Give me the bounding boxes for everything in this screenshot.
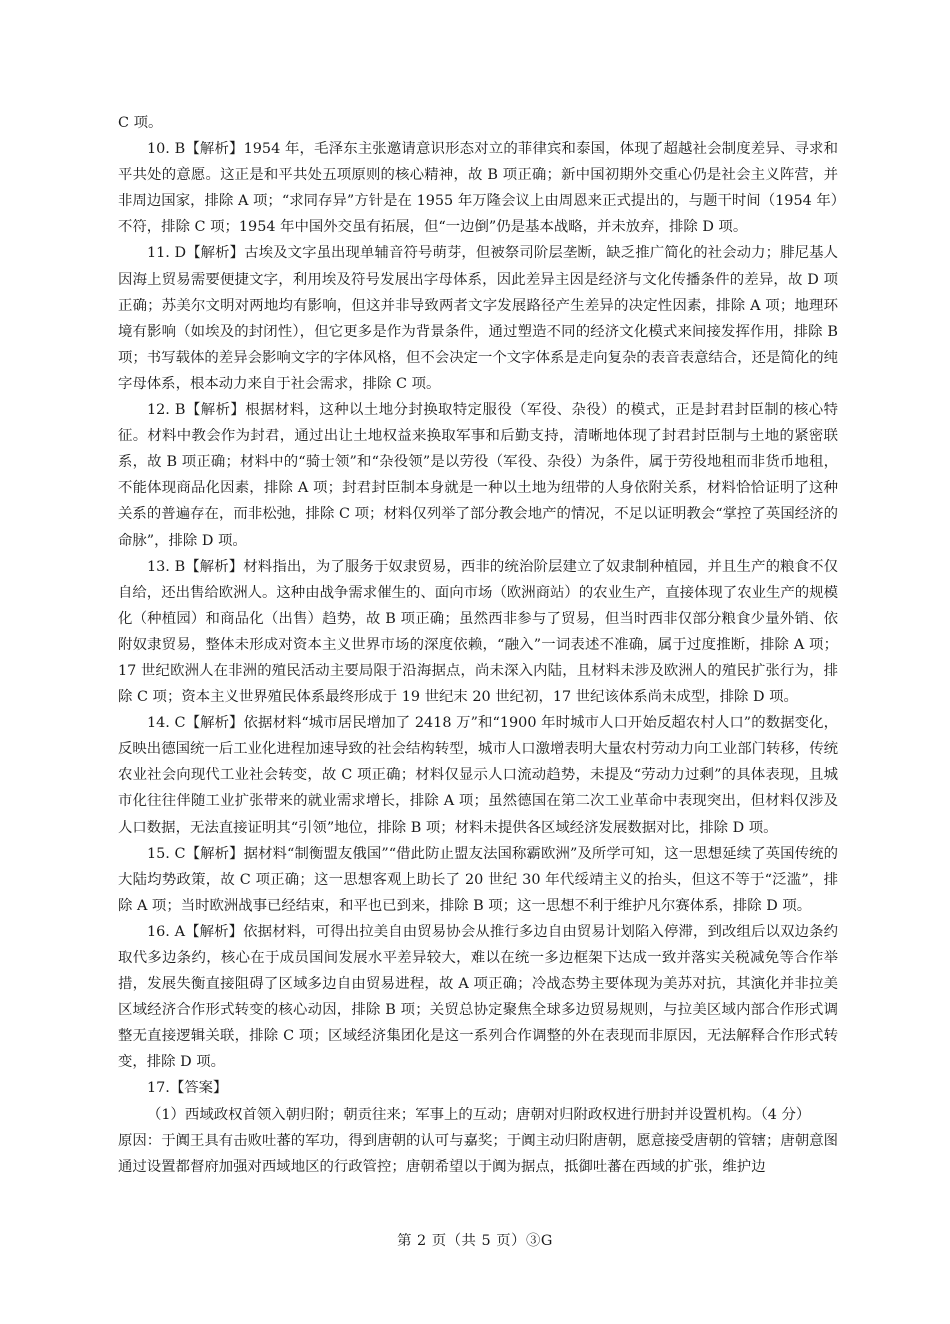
answer-17-heading: 17.【答案】	[147, 1080, 228, 1097]
answer-16: 16. A【解析】依据材料，可得出拉美自由贸易协会从推行多边自由贸易计划陷入停滞，到改组后以双边条约取代多边条约，核心在于成员国间发展水平差异较大，难以在统一多边框架下达成一致并落实关税减免等合作举措，发展失衡直接阻碍了区域多边自由贸易进程，故 A 项正确；冷战态势主要体现为美苏对抗，其演化并非拉美区域经济合作形式转变的核心动因，排除 B 项；关贸总协定聚焦全球多边贸易规则，与拉美区域内部合作形式调整无直接逻辑关联，排除 C 项；区域经济集团化是这一系列合作调整的外在表现而非原因，无法解释合作形式转变，排除 D 项。	[118, 923, 838, 1071]
answer-15: 15. C【解析】据材料“制衡盟友俄国”“借此防止盟友法国称霸欧洲”及所学可知，这一思想延续了英国传统的大陆均势政策，故 C 项正确；这一思想客观上助长了 20 世纪 30 年代绥靖主义的抬头，但这不等于“泛滥”，排除 A 项；当时欧洲战事已经结束，和平也已到来，排除 B 项；这一思想不利于维护凡尔赛体系，排除 D 项。	[118, 845, 838, 914]
answer-14: 14. C【解析】依据材料“城市居民增加了 2418 万”和“1900 年时城市人口开始反超农村人口”的数据变化，反映出德国统一后工业化进程加速导致的社会结构转型，城市人口激增表明大量农村劳动力向工业部门转移，传统农业社会向现代工业社会转变，故 C 项正确；材料仅显示人口流动趋势，未提及“劳动力过剩”的具体表现，且城市化往往伴随工业扩张带来的就业需求增长，排除 A 项；虽然德国在第二次工业革命中表现突出，但材料仅涉及人口数据，无法直接证明其“引领”地位，排除 B 项；材料未提供各区域经济发展数据对比，排除 D 项。	[118, 715, 838, 836]
page-footer: 第 2 页（共 5 页）③G	[397, 1233, 553, 1249]
paragraph-c-tail: C 项。	[118, 115, 163, 131]
answer-content	[118, 110, 838, 1180]
answer-17-reason: 原因：于阗王具有击败吐蕃的军功，得到唐朝的认可与嘉奖；于阗主动归附唐朝，愿意接受唐朝的管辖；唐朝意图通过设置都督府加强对西域地区的行政管控；唐朝希望以于阗为据点，抵御吐蕃在西域的扩张，维护边	[118, 1132, 838, 1175]
answer-17-part-1: （1）西域政权首领入朝归附；朝贡往来；军事上的互动；唐朝对归附政权进行册封并设置机构。（4 分）	[147, 1106, 811, 1123]
answer-13: 13. B【解析】材料指出，为了服务于奴隶贸易，西非的统治阶层建立了奴隶制种植园，并且生产的粮食不仅自给，还出售给欧洲人。这种由战争需求催生的、面向市场（欧洲商站）的农业生产，直接体现了农业生产的规模化（种植园）和商品化（出售）趋势，故 B 项正确；虽然西非参与了贸易，但当时西非仅部分粮食少量外销、依附奴隶贸易，整体未形成对资本主义世界市场的深度依赖，“融入”一词表述不准确，属于过度推断，排除 A 项；17 世纪欧洲人在非洲的殖民活动主要局限于沿海据点，尚未深入内陆，且材料未涉及欧洲人的殖民扩张行为，排除 C 项；资本主义世界殖民体系最终形成于 19 世纪末 20 世纪初，17 世纪该体系尚未成型，排除 D 项。	[118, 558, 838, 706]
answer-12: 12. B【解析】根据材料，这种以土地分封换取特定服役（军役、杂役）的模式，正是封君封臣制的核心特征。材料中教会作为封君，通过出让土地权益来换取军事和后勤支持，清晰地体现了封君封臣制与土地的紧密联系，故 B 项正确；材料中的“骑士领”和“杂役领”是以劳役（军役、杂役）为条件，属于劳役地租而非货币地租，不能体现商品化因素，排除 A 项；封君封臣制本身就是一种以土地为纽带的人身依附关系，材料恰恰证明了这种关系的普遍存在，而非松弛，排除 C 项；材料仅列举了部分教会地产的情况，不足以证明教会“掌控了英国经济的命脉”，排除 D 项。	[118, 402, 838, 549]
answer-11: 11. D【解析】古埃及文字虽出现单辅音符号萌芽，但被祭司阶层垄断，缺乏推广简化的社会动力；腓尼基人因海上贸易需要便捷文字，利用埃及符号发展出字母体系，因此差异主因是经济与文化传播条件的差异，故 D 项正确；苏美尔文明对两地均有影响，但这并非导致两者文字发展路径产生差异的决定性因素，排除 A 项；地理环境有影响（如埃及的封闭性），但它更多是作为背景条件，通过塑造不同的经济文化模式来间接发挥作用，排除 B 项；书写载体的差异会影响文字的字体风格，但不会决定一个文字体系是走向复杂的表音表意结合，还是简化的纯字母体系，根本动力来自于社会需求，排除 C 项。	[118, 245, 838, 392]
answer-10: 10. B【解析】1954 年，毛泽东主张邀请意识形态对立的菲律宾和泰国，体现了超越社会制度差异、寻求和平共处的意愿。这正是和平共处五项原则的核心精神，故 B 项正确；新中国初期外交重心仍是社会主义阵营，并非周边国家，排除 A 项；“求同存异”方针是在 1955 年万隆会议上由周恩来正式提出的，与题干时间（1954 年）不符，排除 C 项；1954 年中国外交虽有拓展，但“一边倒”仍是基本战略，并未放弃，排除 D 项。	[118, 141, 838, 236]
